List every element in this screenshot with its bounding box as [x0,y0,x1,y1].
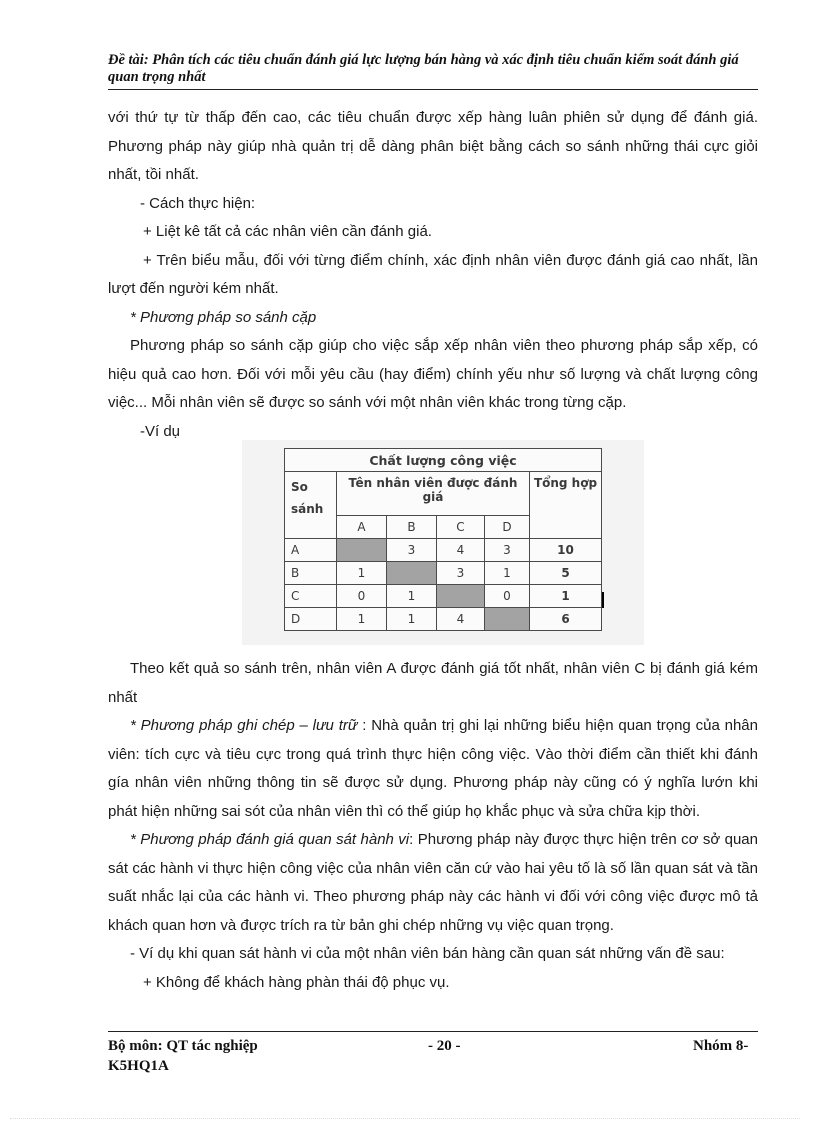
paragraph [108,712,758,826]
diagonal-cell [387,562,437,585]
paragraph: + Trên biểu mẫu, đối với từng điểm chính, xác định nhân viên được đánh giá cao nhất, lần lượt đến người kém nhất. [108,251,758,297]
header-employee-names: Tên nhân viên được đánh giá [337,472,530,516]
paragraph: -Ví dụ [140,422,181,440]
paragraph: - Ví dụ khi quan sát hành vi của một nhân viên bán hàng cần quan sát những vấn đề sau: [130,945,725,962]
table-cell: 1 [387,585,437,608]
paragraph-text: : Phương pháp này được thực hiện trên cơ sở quan sát các hành vi thực hiện công việc của nhân viên căn cứ vào hai yêu tố là số lần quan sát và tần suất nhắc lại của các hành vi. Theo phương pháp này các hành vi đối với công việc được mô tả khách quan hơn và được trích ra từ bản ghi chép những vụ việc quan trọng. [108,831,758,934]
paragraph: - Cách thực hiện: [140,194,256,212]
row-label: A [285,539,337,562]
comparison-table-figure [242,440,644,645]
table-cell: 3 [437,562,485,585]
total-cell: 5 [530,562,602,585]
table-cell: 1 [337,562,387,585]
page-number: - 20 - [428,1038,461,1054]
comparison-table [284,448,602,631]
table-cell: 0 [485,585,530,608]
employee-col-c: C [437,516,485,539]
footer-department: Bộ môn: QT tác nghiệp K5HQ1A [108,1038,258,1074]
body-text-bottom [108,655,758,997]
table-row [285,585,602,608]
row-label: B [285,562,337,585]
table-row [285,608,602,631]
row-label: C [285,585,337,608]
table-cell: 1 [387,608,437,631]
table-cell: 1 [337,608,387,631]
paragraph: Theo kết quả so sánh trên, nhân viên A được đánh giá tốt nhất, nhân viên C bị đánh giá kém nhất [108,660,758,706]
employee-col-a: A [337,516,387,539]
table-cell: 3 [387,539,437,562]
footer-divider [108,1031,758,1032]
total-cell: 1 [530,585,602,608]
table-row [285,562,602,585]
header-compare: So sánh [285,472,337,539]
total-cell: 10 [530,539,602,562]
diagonal-cell [337,539,387,562]
text-cursor [602,592,604,608]
diagonal-cell [437,585,485,608]
total-cell: 6 [530,608,602,631]
table-row [285,539,602,562]
header-total: Tổng hợp [530,472,602,539]
page-header-title: Đề tài: Phân tích các tiêu chuẩn đánh giá lực lượng bán hàng và xác định tiêu chuẩn kiểm soát đánh giá quan trọng nhất [108,52,739,85]
employee-col-d: D [485,516,530,539]
table-title: Chất lượng công việc [285,449,602,472]
paragraph [108,826,758,940]
header-divider [108,89,758,90]
section-heading: * Phương pháp ghi chép – lưu trữ [130,717,358,734]
row-label: D [285,608,337,631]
table-cell: 4 [437,539,485,562]
footer-group: Nhóm 8- [693,1038,749,1054]
paragraph: + Liệt kê tất cả các nhân viên cần đánh giá. [143,223,432,240]
section-heading: * Phương pháp đánh giá quan sát hành vi [130,831,410,848]
paragraph: với thứ tự từ thấp đến cao, các tiêu chuẩn được xếp hàng luân phiên sử dụng để đánh giá. Phương pháp này giúp nhà quản trị dễ dàng phân biệt bằng cách so sánh những thái cực giỏi nhất, tồi nhất. [108,109,758,183]
body-text-top [108,104,758,446]
employee-col-b: B [387,516,437,539]
paragraph: + Không để khách hàng phàn thái độ phục vụ. [143,973,450,991]
table-cell: 4 [437,608,485,631]
paragraph: Phương pháp so sánh cặp giúp cho việc sắp xếp nhân viên theo phương pháp sắp xếp, có hiệu quả cao hơn. Đối với mỗi yêu cầu (hay điểm) chính yếu như số lượng và chất lượng công việc... Mỗi nhân viên sẽ được so sánh với một nhân viên khác trong từng cặp. [108,337,758,411]
paragraph-text: : Nhà quản trị ghi lại những biểu hiện quan trọng của nhân viên: tích cực và tiêu cực trong quá trình thực hiện công việc. Vào thời điểm cần thiết khi đánh gía nhân viên những thông tin sẽ được sử dụng. Phương pháp này cũng có ý nghĩa lướn khi phát hiện những sai sót của nhân viên thì có thể giúp họ khắc phục và sửa chữa kịp thời. [108,717,758,820]
page-edge [10,1118,800,1119]
section-heading: * Phương pháp so sánh cặp [130,308,317,326]
table-cell: 0 [337,585,387,608]
table-cell: 3 [485,539,530,562]
table-cell: 1 [485,562,530,585]
diagonal-cell [485,608,530,631]
